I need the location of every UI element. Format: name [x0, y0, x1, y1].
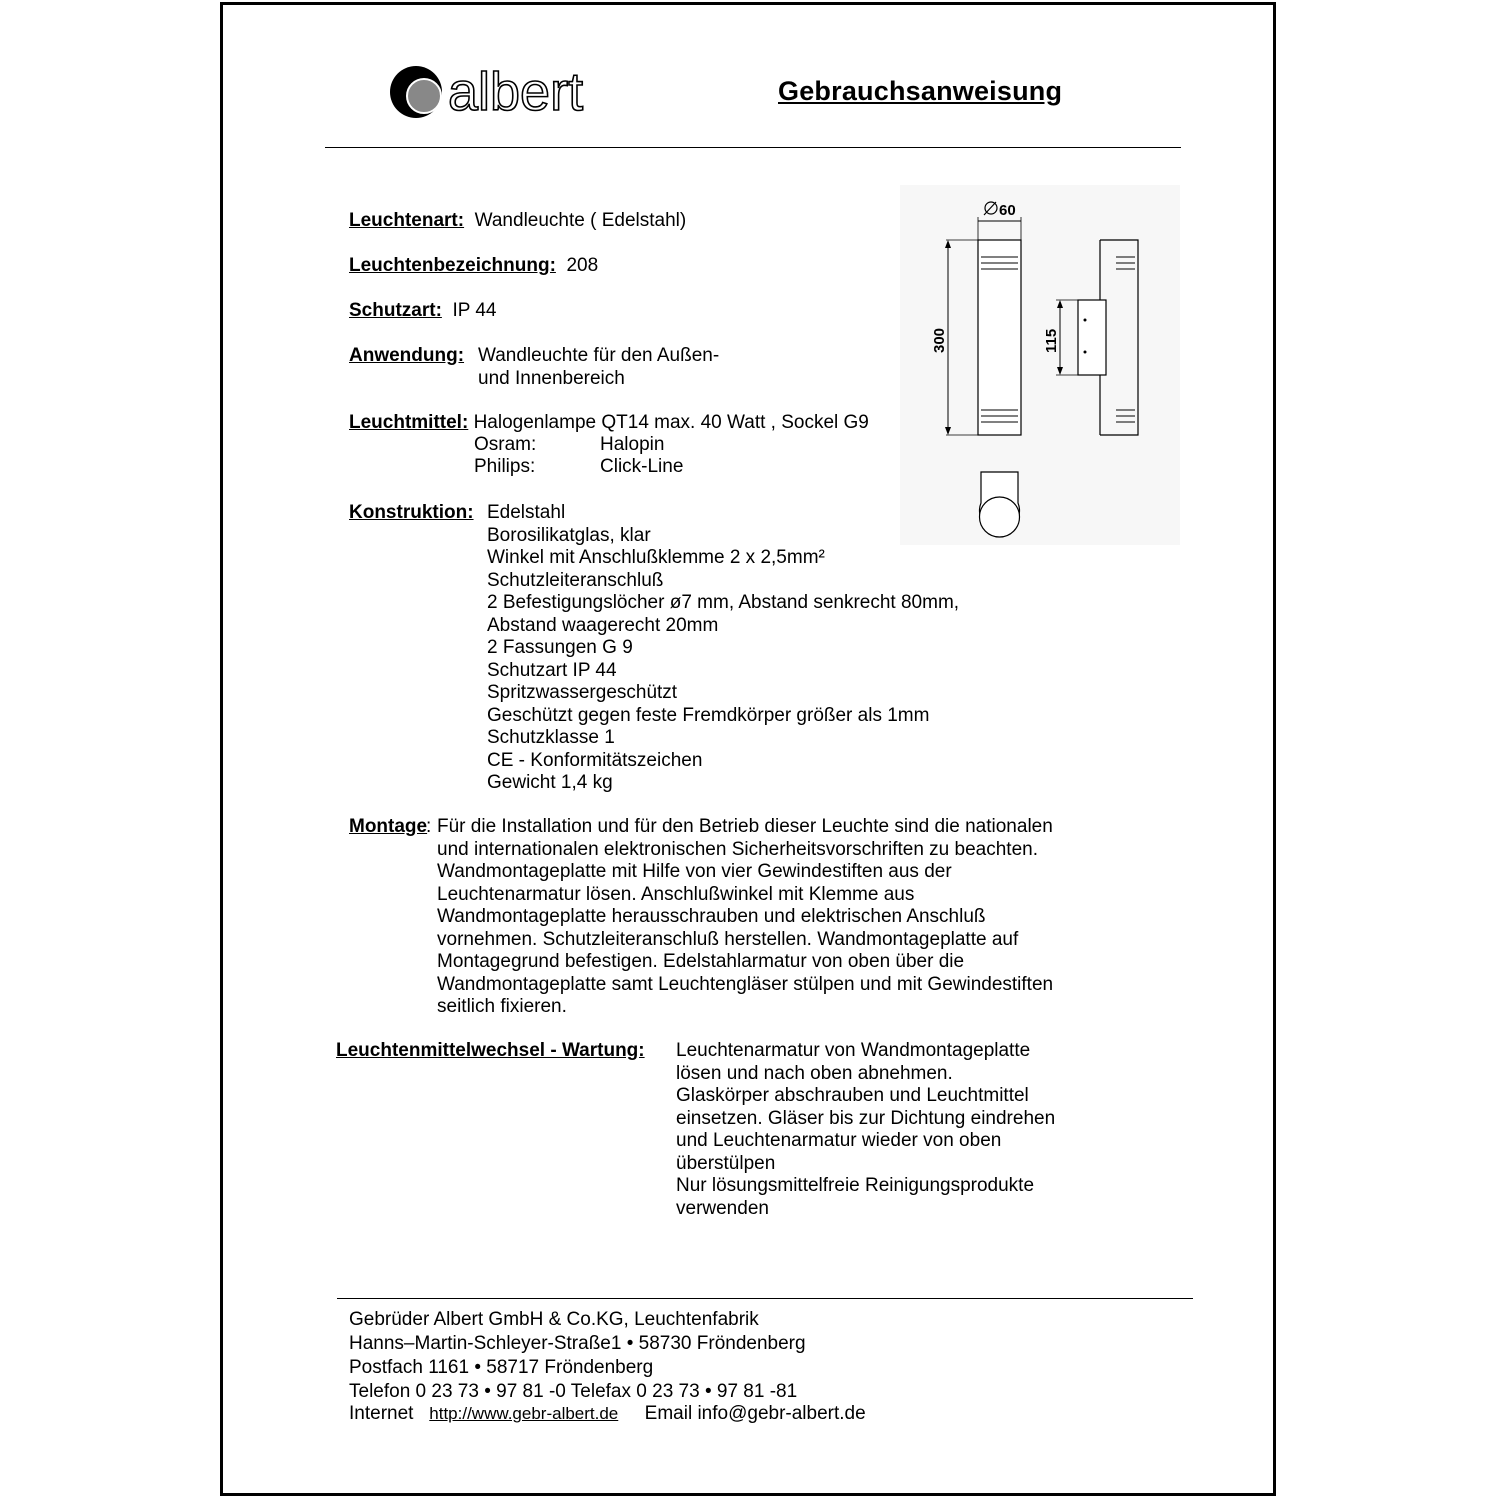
website-link[interactable]: http://www.gebr-albert.de — [429, 1404, 619, 1423]
footer-address: Hanns–Martin-Schleyer-Straße1 • 58730 Fröndenberg — [349, 1333, 806, 1354]
wartung-line: Glaskörper abschrauben und Leuchtmittel — [676, 1085, 1029, 1106]
leuchtmittel-row — [349, 412, 869, 435]
konstruktion-item: Borosilikatglas, klar — [487, 524, 651, 546]
top-view-circle — [980, 497, 1020, 537]
konstruktion-item: Gewicht 1,4 kg — [487, 772, 613, 793]
konstruktion-label: Konstruktion: — [349, 502, 474, 523]
konstruktion-item: Geschützt gegen feste Fremdkörper größer als 1mm — [487, 704, 930, 726]
internet-label: Internet — [349, 1403, 414, 1424]
footer-internet-row — [349, 1403, 866, 1426]
wartung-line: und Leuchtenarmatur wieder von oben — [676, 1130, 1002, 1151]
bezeichnung-value: 208 — [566, 255, 599, 276]
footer-postfach: Postfach 1161 • 58717 Fröndenberg — [349, 1357, 654, 1378]
footer-divider — [337, 1298, 1193, 1299]
screw-hole — [1084, 319, 1087, 322]
montage-colon: : — [426, 816, 432, 837]
konstruktion-item: Winkel mit Anschlußklemme 2 x 2,5mm² — [487, 547, 825, 568]
konstruktion-item: Edelstahl — [487, 502, 566, 523]
konstruktion-item: Schutzklasse 1 — [487, 727, 615, 748]
leuchtenart-row — [349, 210, 686, 233]
brand-text: albert — [448, 64, 584, 120]
leuchtmittel-label: Leuchtmittel: — [349, 412, 469, 433]
brand-product: Click-Line — [600, 456, 684, 477]
height-value: 300 — [931, 327, 948, 353]
mounting-bracket — [1078, 300, 1106, 375]
montage-line: vornehmen. Schutzleiteranschluß herstellen. Wandmontageplatte auf — [437, 928, 1019, 950]
wartung-line: Nur lösungsmittelfreie Reinigungsprodukte — [676, 1175, 1035, 1196]
schutzart-label: Schutzart: — [349, 300, 442, 321]
bezeichnung-row — [349, 255, 598, 278]
konstruktion-item: Abstand waagerecht 20mm — [487, 614, 719, 636]
diameter-value: 60 — [999, 202, 1016, 219]
konstruktion-item: Spritzwassergeschützt — [487, 682, 678, 703]
konstruktion-item: Schutzleiteranschluß — [487, 569, 664, 591]
footer-email: Email info@gebr-albert.de — [644, 1403, 866, 1424]
montage-line: Leuchtenarmatur lösen. Anschlußwinkel mit Klemme aus — [437, 883, 915, 905]
montage-label: Montage — [349, 816, 428, 837]
leuchtenart-value: Wandleuchte ( Edelstahl) — [474, 210, 687, 231]
leuchtenart-label: Leuchtenart: — [349, 210, 465, 231]
wartung-line: überstülpen — [676, 1152, 776, 1174]
brand-maker: Osram: — [474, 434, 537, 455]
montage-line: Montagegrund befestigen. Edelstahlarmatur von oben über die — [437, 951, 965, 972]
wartung-line: Leuchtenarmatur von Wandmontageplatte — [676, 1040, 1031, 1061]
anwendung-line: und Innenbereich — [478, 367, 625, 389]
header-divider — [325, 147, 1181, 148]
montage-line: Wandmontageplatte samt Leuchtengläser stülpen und mit Gewindestiften — [437, 973, 1054, 995]
montage-line: seitlich fixieren. — [437, 996, 567, 1017]
wartung-label: Leuchtenmittelwechsel - Wartung: — [336, 1040, 645, 1061]
anwendung-text — [478, 345, 719, 390]
brand-maker: Philips: — [474, 456, 536, 477]
footer-company: Gebrüder Albert GmbH & Co.KG, Leuchtenfabrik — [349, 1309, 759, 1330]
montage-line: Wandmontageplatte mit Hilfe von vier Gewindestiften aus der — [437, 861, 952, 882]
wartung-line: einsetzen. Gläser bis zur Dichtung eindrehen — [676, 1107, 1056, 1129]
albert-logo — [388, 64, 628, 120]
schutzart-value: IP 44 — [452, 300, 497, 321]
anwendung-label: Anwendung: — [349, 345, 465, 366]
leuchtmittel-value: Halogenlampe QT14 max. 40 Watt , Sockel G9 — [473, 412, 869, 433]
bezeichnung-label: Leuchtenbezeichnung: — [349, 255, 556, 276]
page-title: Gebrauchsanweisung — [778, 76, 1063, 106]
montage-text — [437, 816, 1053, 1019]
technical-drawing — [900, 185, 1180, 545]
wartung-line: lösen und nach oben abnehmen. — [676, 1062, 953, 1084]
schutzart-row — [349, 300, 497, 323]
screw-hole — [1084, 351, 1087, 354]
brand-product: Halopin — [600, 434, 665, 455]
wartung-line: verwenden — [676, 1197, 769, 1219]
konstruktion-item: CE - Konformitätszeichen — [487, 749, 703, 771]
bracket-value: 115 — [1043, 328, 1060, 353]
footer-phone: Telefon 0 23 73 • 97 81 -0 Telefax 0 23 73 • 97 81 -81 — [349, 1381, 798, 1402]
anwendung-line: Wandleuchte für den Außen- — [478, 345, 720, 366]
montage-line: Für die Installation und für den Betrieb dieser Leuchte sind die nationalen — [437, 816, 1053, 837]
konstruktion-item: 2 Fassungen G 9 — [487, 637, 633, 658]
konstruktion-list — [487, 502, 959, 795]
konstruktion-item: 2 Befestigungslöcher ø7 mm, Abstand senkrecht 80mm, — [487, 592, 960, 613]
konstruktion-item: Schutzart IP 44 — [487, 659, 617, 681]
wartung-text — [676, 1040, 1055, 1220]
montage-line: Wandmontageplatte herausschrauben und elektrischen Anschluß — [437, 906, 986, 927]
montage-line: und internationalen elektronischen Sicherheitsvorschriften zu beachten. — [437, 838, 1038, 860]
